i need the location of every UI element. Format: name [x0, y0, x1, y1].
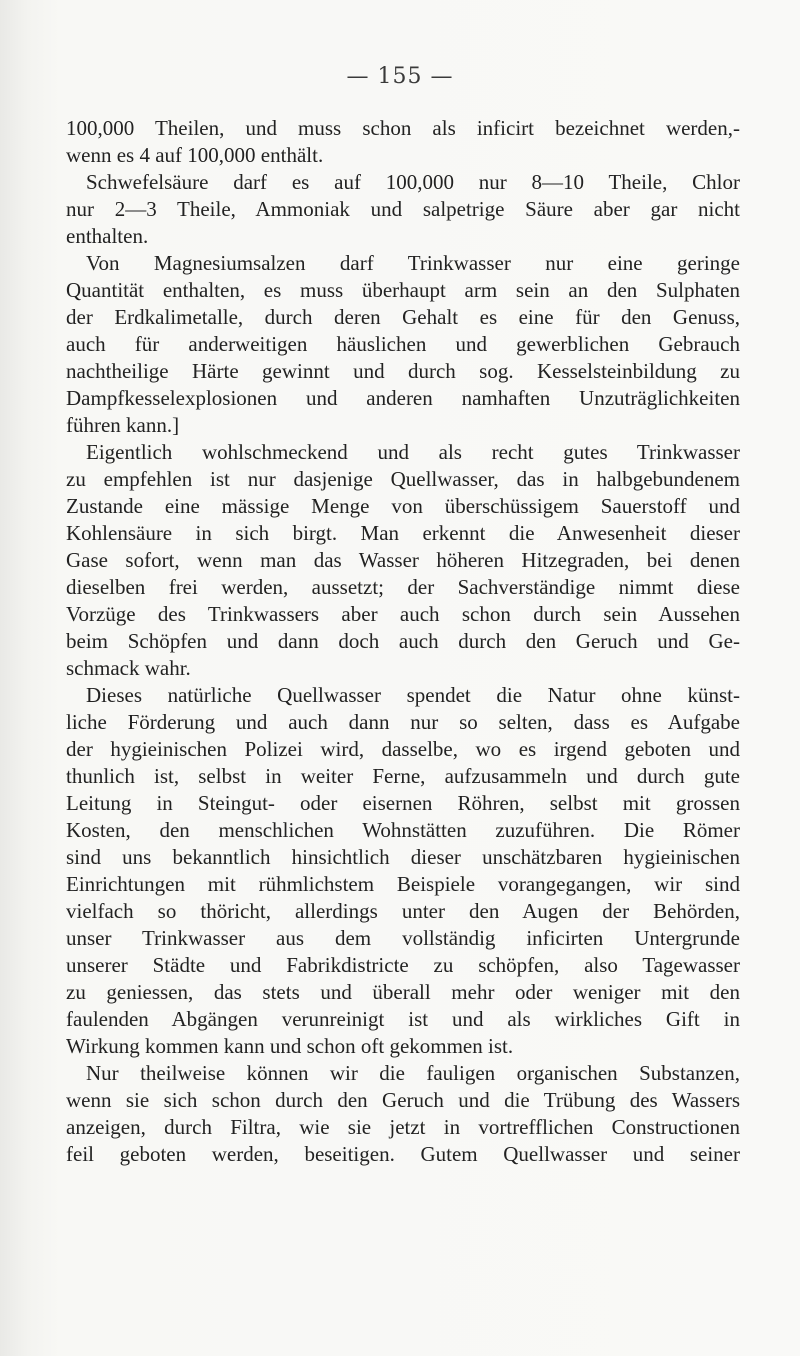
- text-line: liche Förderung und auch dann nur so selten, dass es Aufgabe: [66, 710, 740, 734]
- text-line: unser Trinkwasser aus dem vollständig inficirten Untergrunde: [66, 926, 740, 950]
- text-line: Schwefelsäure darf es auf 100,000 nur 8—10 Theile, Chlor: [86, 170, 740, 194]
- text-line: nur 2—3 Theile, Ammoniak und salpetrige Säure aber gar nicht: [66, 197, 740, 221]
- text-line: Nur theilweise können wir die fauligen organischen Substanzen,: [86, 1061, 740, 1085]
- text-line: der hygieinischen Polizei wird, dasselbe, wo es irgend geboten und: [66, 737, 740, 761]
- text-line: der Erdkalimetalle, durch deren Gehalt es eine für den Genuss,: [66, 305, 740, 329]
- text-line: Vorzüge des Trinkwassers aber auch schon durch sein Aussehen: [66, 602, 740, 626]
- text-line: Kosten, den menschlichen Wohnstätten zuzuführen. Die Römer: [66, 818, 740, 842]
- text-line: Von Magnesiumsalzen darf Trinkwasser nur eine geringe: [86, 251, 740, 275]
- text-line: feil geboten werden, beseitigen. Gutem Quellwasser und seiner: [66, 1142, 740, 1166]
- text-line: thunlich ist, selbst in weiter Ferne, aufzusammeln und durch gute: [66, 764, 740, 788]
- text-line: nachtheilige Härte gewinnt und durch sog. Kesselsteinbildung zu: [66, 359, 740, 383]
- text-line: Eigentlich wohlschmeckend und als recht gutes Trinkwasser: [86, 440, 740, 464]
- text-line: Zustande eine mässige Menge von überschüssigem Sauerstoff und: [66, 494, 740, 518]
- text-line: Dieses natürliche Quellwasser spendet die Natur ohne künst-: [86, 683, 740, 707]
- text-line: auch für anderweitigen häuslichen und gewerblichen Gebrauch: [66, 332, 740, 356]
- text-line: wenn es 4 auf 100,000 enthält.: [66, 143, 324, 167]
- text-line: schmack wahr.: [66, 656, 191, 680]
- text-line: vielfach so thöricht, allerdings unter den Augen der Behörden,: [66, 899, 740, 923]
- text-line: Einrichtungen mit rühmlichstem Beispiele vorangegangen, wir sind: [66, 872, 740, 896]
- text-line: Quantität enthalten, es muss überhaupt arm sein an den Sulphaten: [66, 278, 740, 302]
- text-line: beim Schöpfen und dann doch auch durch den Geruch und Ge-: [66, 629, 740, 653]
- text-line: Gase sofort, wenn man das Wasser höheren Hitzegraden, bei denen: [66, 548, 740, 572]
- text-line: enthalten.: [66, 224, 149, 248]
- text-line: wenn sie sich schon durch den Geruch und die Trübung des Wassers: [66, 1088, 740, 1112]
- text-line: anzeigen, durch Filtra, wie sie jetzt in vortrefflichen Constructionen: [66, 1115, 740, 1139]
- text-line: zu geniessen, das stets und überall mehr oder weniger mit den: [66, 980, 740, 1004]
- page-number: — 155 —: [346, 64, 454, 89]
- text-line: Leitung in Steingut- oder eisernen Röhren, selbst mit grossen: [66, 791, 740, 815]
- text-line: Wirkung kommen kann und schon oft gekommen ist.: [66, 1034, 514, 1058]
- text-line: Dampfkesselexplosionen und anderen namhaften Unzuträglichkeiten: [66, 386, 740, 410]
- text-line: sind uns bekanntlich hinsichtlich dieser unschätzbaren hygieinischen: [66, 845, 740, 869]
- body-text: [66, 115, 740, 1168]
- text-line: führen kann.]: [66, 413, 180, 437]
- text-line: Kohlensäure in sich birgt. Man erkennt die Anwesenheit dieser: [66, 521, 740, 545]
- text-line: 100,000 Theilen, und muss schon als inficirt bezeichnet werden,-: [66, 116, 740, 140]
- text-line: unserer Städte und Fabrikdistricte zu schöpfen, also Tagewasser: [66, 953, 740, 977]
- text-line: zu empfehlen ist nur dasjenige Quellwasser, das in halbgebundenem: [66, 467, 740, 491]
- text-line: dieselben frei werden, aussetzt; der Sachverständige nimmt diese: [66, 575, 740, 599]
- text-line: faulenden Abgängen verunreinigt ist und als wirkliches Gift in: [66, 1007, 740, 1031]
